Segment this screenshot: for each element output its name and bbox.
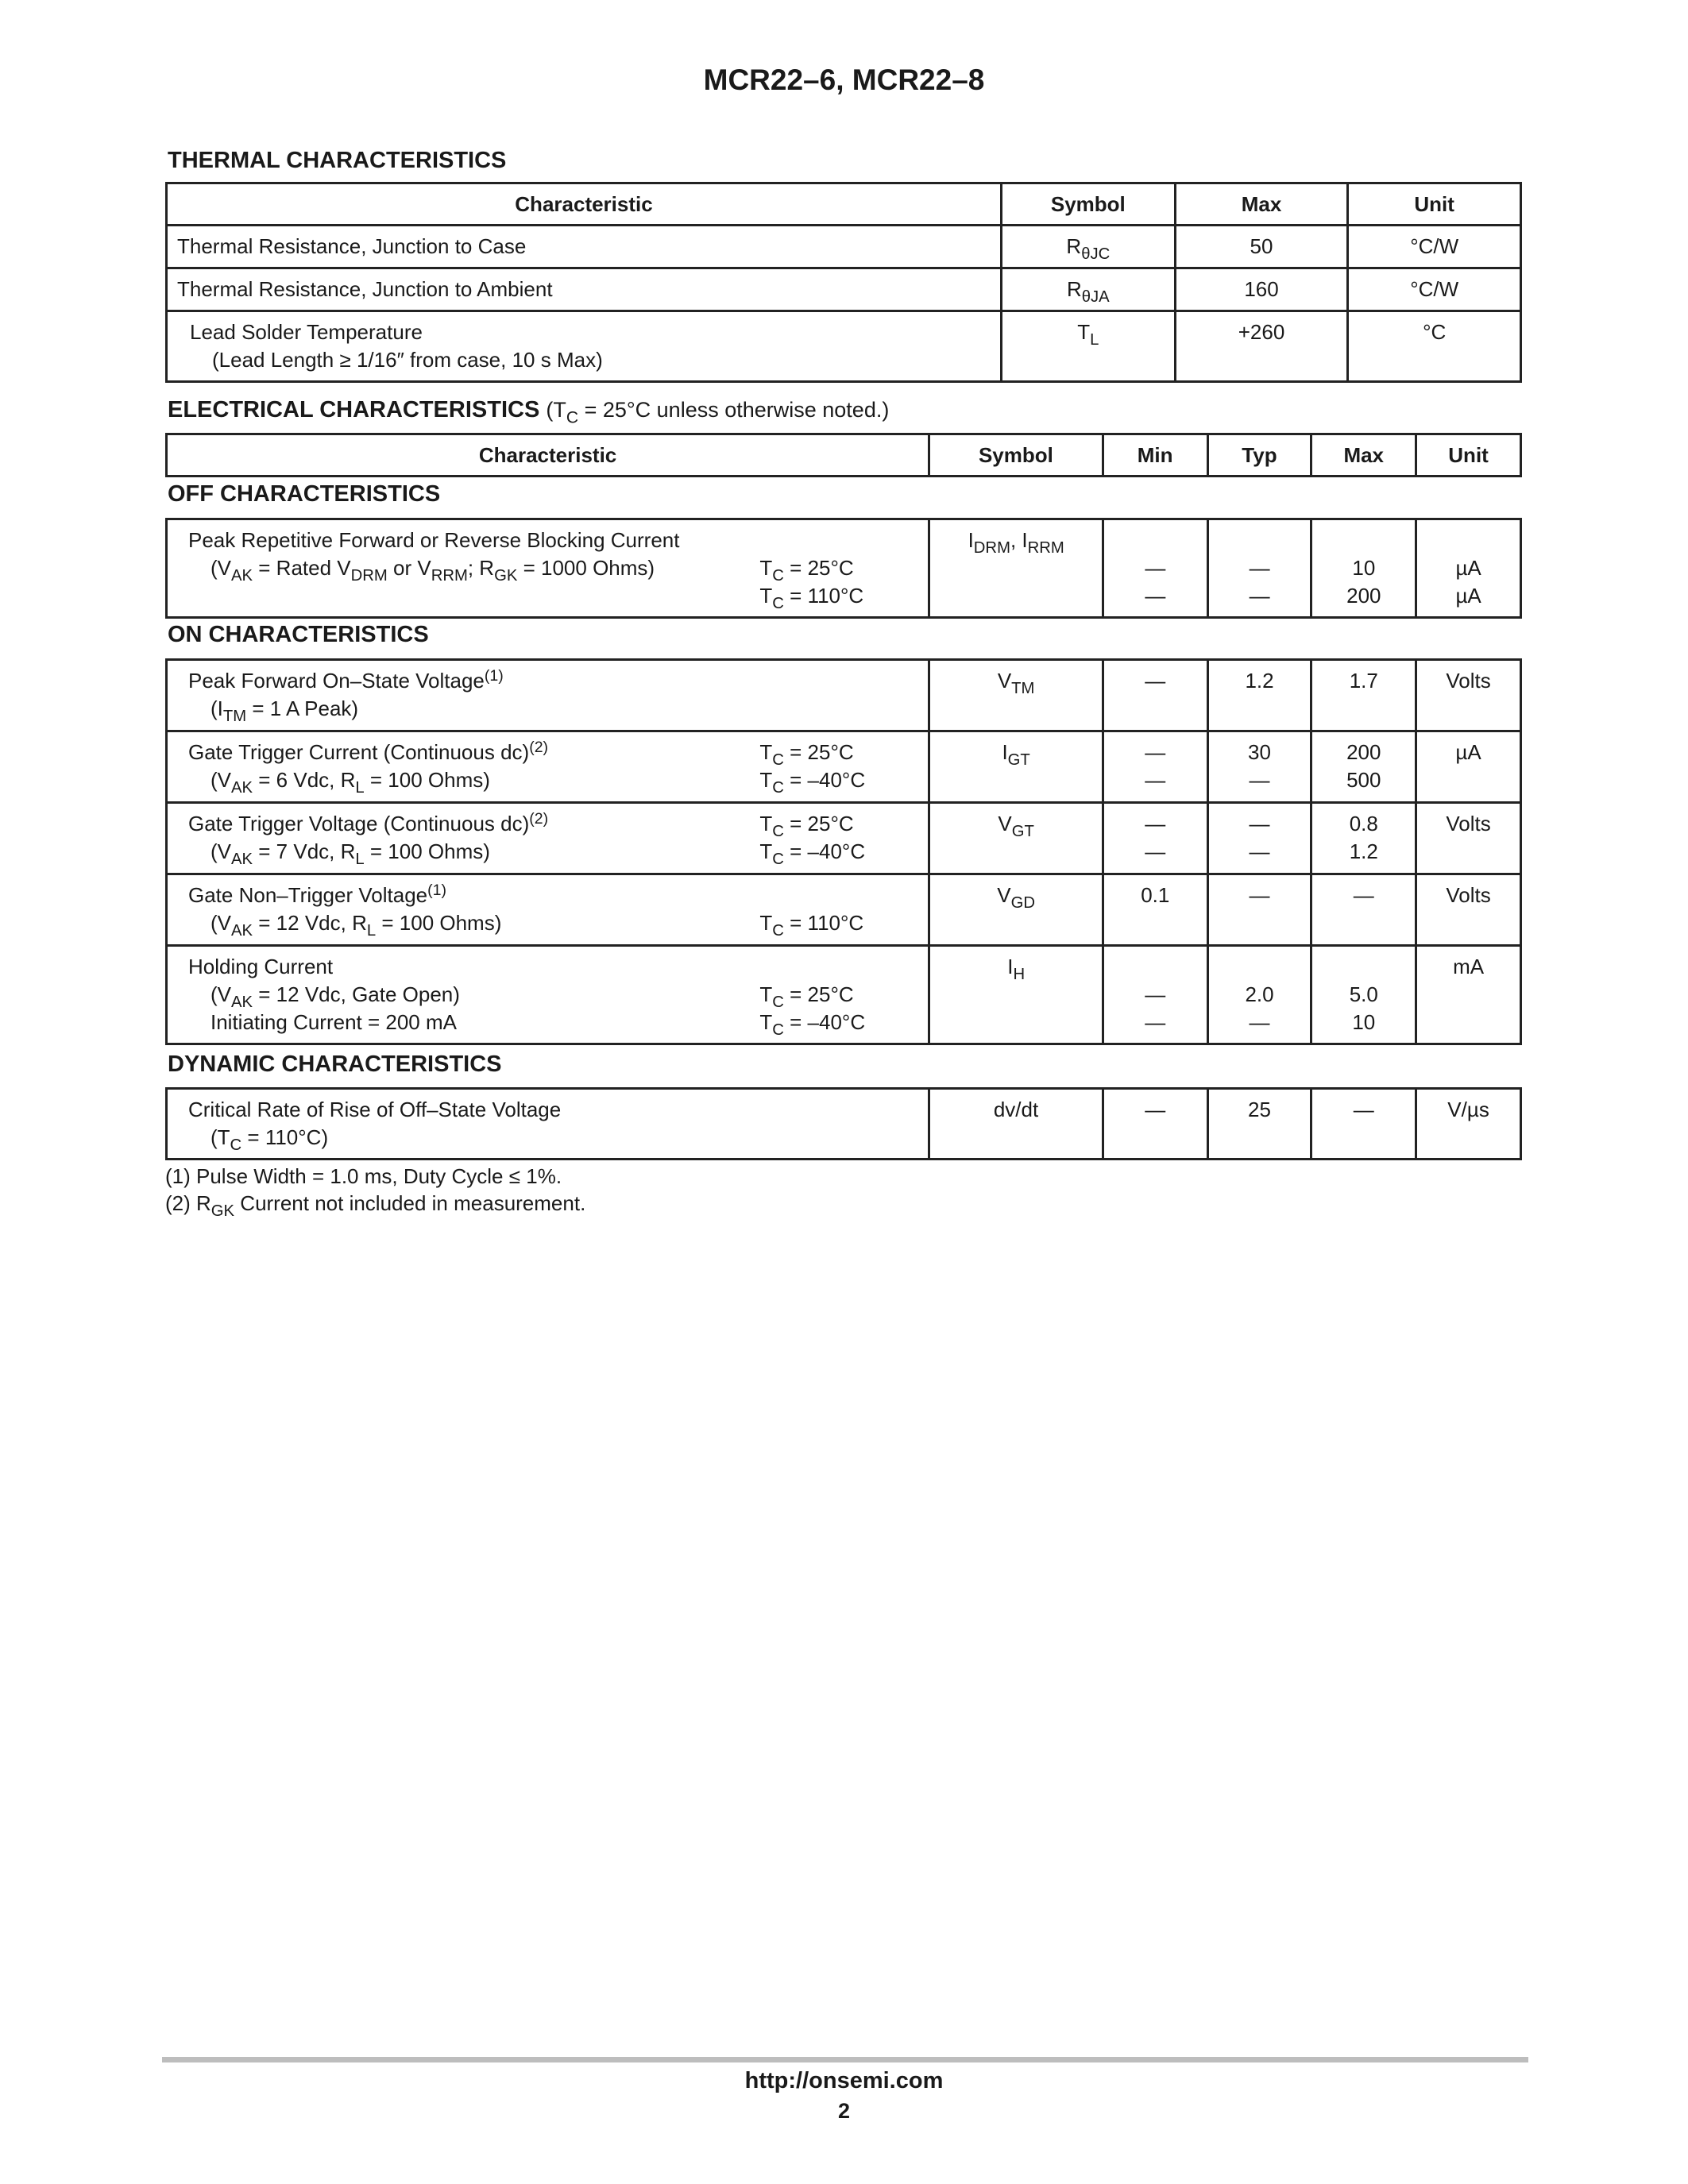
col-header: Typ: [1207, 434, 1311, 477]
max-cell: 10 200: [1311, 519, 1416, 618]
on-table: [165, 658, 1522, 1045]
col-header: Characteristic: [167, 434, 929, 477]
symbol-cell: $T_L$: [1001, 311, 1175, 382]
unit-cell: °C: [1348, 311, 1521, 382]
symbol-cell: $V_{GD}$: [929, 874, 1103, 946]
characteristic-cell: Gate Trigger Current (Continuous dc)$^{(2)}$ $T_C = 25^\circ C$ ($V_{AK} = 6$ Vdc, $R_L = 100$ Ohms) $T_C = -40^\circ C$: [167, 731, 929, 803]
characteristic-cell: Gate Trigger Voltage (Continuous dc)$^{(2)}$ $T_C = 25^\circ C$ ($V_{AK} = 7$ Vdc, $R_L = 100$ Ohms) $T_C = -40^\circ C$: [167, 803, 929, 874]
unit-cell: Volts: [1416, 874, 1521, 946]
max-cell: 1.7: [1311, 660, 1416, 731]
characteristic-cell: Peak Repetitive Forward or Reverse Blocking Current ($V_{AK}$ = Rated $V_{DRM}$ or $V_{RRM}$; $R_{GK} = 1000$ Ohms) $T_C = 25^\circ C$ $T_C = 110^\circ C$: [167, 519, 929, 618]
thermal-heading: THERMAL CHARACTERISTICS: [168, 148, 507, 173]
dynamic-heading: DYNAMIC CHARACTERISTICS: [168, 1051, 502, 1077]
typ-cell: — —: [1207, 519, 1311, 618]
col-header: Unit: [1348, 183, 1521, 226]
symbol-cell: $R_{\theta JC}$: [1001, 226, 1175, 268]
typ-cell: 30 —: [1207, 731, 1311, 803]
electrical-header-table: [165, 433, 1522, 477]
table-row: [167, 731, 1521, 803]
dynamic-table: [165, 1087, 1522, 1160]
min-cell: 0.1: [1103, 874, 1207, 946]
characteristic-cell: Thermal Resistance, Junction to Case: [167, 226, 1002, 268]
typ-cell: 2.0 —: [1207, 946, 1311, 1044]
col-header: Characteristic: [167, 183, 1002, 226]
min-cell: —: [1103, 660, 1207, 731]
symbol-cell: $I_{DRM}$, $I_{RRM}$: [929, 519, 1103, 618]
table-row: [167, 311, 1521, 382]
typ-cell: 25: [1207, 1089, 1311, 1160]
thermal-table: [165, 182, 1522, 383]
on-heading: ON CHARACTERISTICS: [168, 622, 429, 647]
table-row: [167, 874, 1521, 946]
min-cell: — —: [1103, 803, 1207, 874]
max-cell: —: [1311, 874, 1416, 946]
symbol-cell: $V_{TM}$: [929, 660, 1103, 731]
table-row: [167, 946, 1521, 1044]
table-header-row: [167, 434, 1521, 477]
symbol-cell: $I_H$: [929, 946, 1103, 1044]
col-header: Max: [1175, 183, 1348, 226]
footer-url[interactable]: http://onsemi.com: [744, 2068, 944, 2093]
off-heading: OFF CHARACTERISTICS: [168, 481, 441, 507]
footnote-2: (2) $R_{GK}$ Current not included in measurement.: [165, 1191, 586, 1221]
symbol-cell: $I_{GT}$: [929, 731, 1103, 803]
col-header: Symbol: [1001, 183, 1175, 226]
min-cell: —: [1103, 1089, 1207, 1160]
page-title: MCR22–6, MCR22–8: [703, 64, 985, 96]
unit-cell: µA µA: [1416, 519, 1521, 618]
unit-cell: µA: [1416, 731, 1521, 803]
characteristic-cell: Thermal Resistance, Junction to Ambient: [167, 268, 1002, 311]
characteristic-cell: Holding Current ($V_{AK} = 12$ Vdc, Gate Open) $T_C = 25^\circ C$ Initiating Current = 200 mA $T_C = -40^\circ C$: [167, 946, 929, 1044]
table-row: [167, 660, 1521, 731]
electrical-heading: ELECTRICAL CHARACTERISTICS ($T_C = 25^\circ C$ unless otherwise noted.): [168, 397, 890, 427]
table-row: [167, 226, 1521, 268]
max-cell: —: [1311, 1089, 1416, 1160]
unit-cell: °C/W: [1348, 226, 1521, 268]
min-cell: — —: [1103, 519, 1207, 618]
typ-cell: — —: [1207, 803, 1311, 874]
col-header: Min: [1103, 434, 1207, 477]
typ-cell: 1.2: [1207, 660, 1311, 731]
symbol-cell: $R_{\theta JA}$: [1001, 268, 1175, 311]
unit-cell: mA: [1416, 946, 1521, 1044]
max-cell: +260: [1175, 311, 1348, 382]
min-cell: — —: [1103, 731, 1207, 803]
table-row: [167, 1089, 1521, 1160]
characteristic-cell: Gate Non–Trigger Voltage$^{(1)}$ ($V_{AK} = 12$ Vdc, $R_L = 100$ Ohms) $T_C = 110^\circ C$: [167, 874, 929, 946]
symbol-cell: dv/dt: [929, 1089, 1103, 1160]
unit-cell: °C/W: [1348, 268, 1521, 311]
unit-cell: V/µs: [1416, 1089, 1521, 1160]
table-row: [167, 803, 1521, 874]
characteristic-cell: Critical Rate of Rise of Off–State Voltage $(T_C = 110^\circ C)$: [167, 1089, 929, 1160]
max-cell: 50: [1175, 226, 1348, 268]
col-header: Symbol: [929, 434, 1103, 477]
symbol-cell: $V_{GT}$: [929, 803, 1103, 874]
page-number: 2: [837, 2099, 851, 2123]
table-header-row: [167, 183, 1521, 226]
unit-cell: Volts: [1416, 660, 1521, 731]
characteristic-cell: Peak Forward On–State Voltage$^{(1)}$ ($I_{TM} = 1$ A Peak): [167, 660, 929, 731]
max-cell: 5.0 10: [1311, 946, 1416, 1044]
table-row: [167, 519, 1521, 618]
typ-cell: —: [1207, 874, 1311, 946]
table-row: [167, 268, 1521, 311]
unit-cell: Volts: [1416, 803, 1521, 874]
col-header: Unit: [1416, 434, 1521, 477]
electrical-note: ($T_C = 25^\circ C$ unless otherwise noted.): [546, 398, 890, 427]
max-cell: 160: [1175, 268, 1348, 311]
col-header: Max: [1311, 434, 1416, 477]
max-cell: 0.8 1.2: [1311, 803, 1416, 874]
max-cell: 200 500: [1311, 731, 1416, 803]
footer-divider: [162, 2057, 1528, 2062]
footnote-1: (1) Pulse Width = 1.0 ms, Duty Cycle ≤ 1%.: [165, 1164, 562, 1188]
characteristic-cell: Lead Solder Temperature (Lead Length ≥ 1/16″ from case, 10 s Max): [167, 311, 1002, 382]
min-cell: — —: [1103, 946, 1207, 1044]
off-table: [165, 518, 1522, 619]
